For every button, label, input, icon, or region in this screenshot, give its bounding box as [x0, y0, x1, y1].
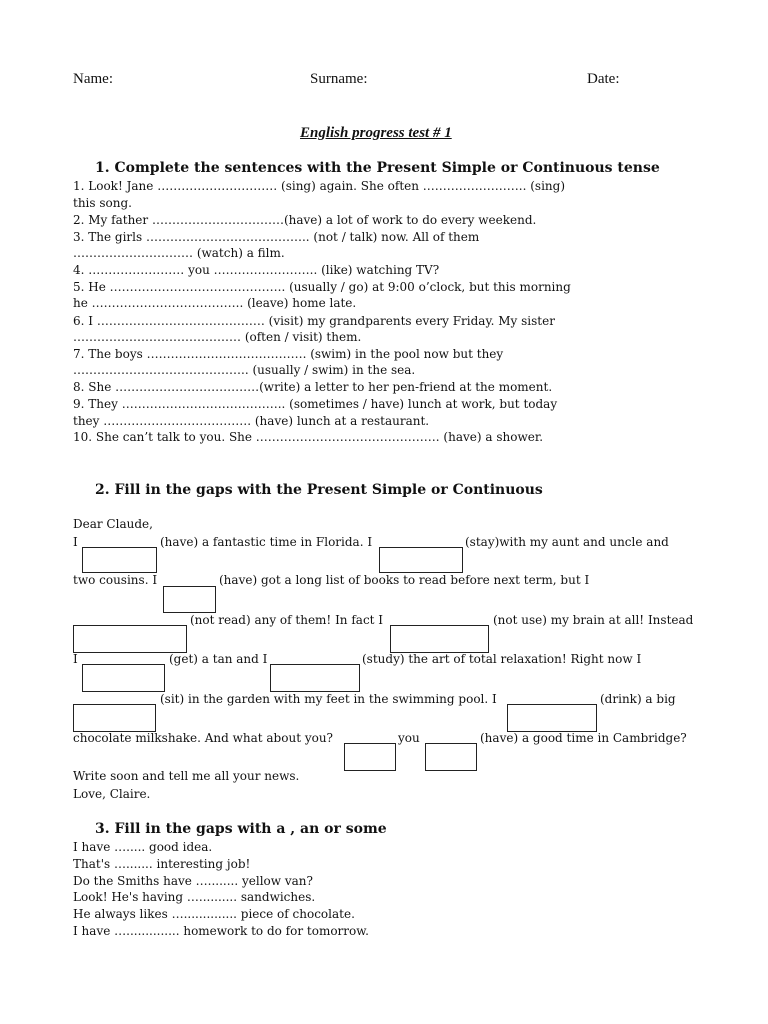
answer-box[interactable]: [390, 625, 489, 653]
letter-text: you: [398, 731, 420, 745]
s1-line: 1. Look! Jane ………………………… (sing) again. She often …………………….. (sing): [73, 179, 565, 193]
s1-line: 7. The boys …………………………………. (swim) in the pool now but they: [73, 347, 504, 361]
letter-greeting: Dear Claude,: [73, 517, 153, 531]
s1-line: this song.: [73, 196, 132, 210]
page-title: English progress test # 1: [300, 125, 452, 141]
s3-line: Look! He's having ….......... sandwiches.: [73, 890, 316, 904]
letter-text: (drink) a big: [600, 692, 676, 706]
answer-box[interactable]: [82, 664, 165, 692]
letter-text: (not use) my brain at all! Instead: [493, 613, 694, 627]
s1-line: 8. She ………………………………(write) a letter to her pen-friend at the moment.: [73, 380, 553, 394]
letter-text: I: [73, 535, 78, 549]
answer-box[interactable]: [82, 547, 157, 573]
s1-line: 5. He …………………………………….. (usually / go) at 9:00 o’clock, but this morning: [73, 280, 571, 294]
s1-line: ………………………… (watch) a film.: [73, 246, 285, 260]
section1-heading: 1. Complete the sentences with the Present Simple or Continuous tense: [95, 160, 660, 176]
letter-closing: Write soon and tell me all your news.: [73, 769, 300, 783]
s1-line: 10. She can’t talk to you. She ………………………………………. (have) a shower.: [73, 430, 544, 444]
s1-line: 6. I …………………………………… (visit) my grandparents every Friday. My sister: [73, 314, 555, 328]
s1-line: 2. My father ……………………………(have) a lot of work to do every weekend.: [73, 213, 537, 227]
s3-line: I have …..... good idea.: [73, 840, 213, 854]
letter-text: I: [73, 652, 78, 666]
s1-line: …………………………………… (often / visit) them.: [73, 330, 362, 344]
s1-line: …………………………………….. (usually / swim) in the sea.: [73, 363, 416, 377]
letter-text: (study) the art of total relaxation! Right now I: [362, 652, 642, 666]
answer-box[interactable]: [73, 625, 187, 653]
s3-line: He always likes ….............. piece of chocolate.: [73, 907, 355, 921]
answer-box[interactable]: [270, 664, 360, 692]
date-label: Date:: [587, 71, 620, 87]
s1-line: they ………………………………. (have) lunch at a restaurant.: [73, 414, 430, 428]
letter-text: (sit) in the garden with my feet in the swimming pool. I: [160, 692, 497, 706]
s1-line: 4. …………………… you …………………….. (like) watching TV?: [73, 263, 440, 277]
answer-box[interactable]: [73, 704, 156, 732]
name-label: Name:: [73, 71, 113, 87]
letter-text: (have) a fantastic time in Florida. I: [160, 535, 373, 549]
s1-line: 3. The girls ………………………………….. (not / talk) now. All of them: [73, 230, 480, 244]
letter-text: (not read) any of them! In fact I: [190, 613, 384, 627]
letter-text: (have) got a long list of books to read before next term, but I: [219, 573, 590, 587]
letter-text: (have) a good time in Cambridge?: [480, 731, 687, 745]
section2-heading: 2. Fill in the gaps with the Present Simple or Continuous: [95, 482, 543, 498]
s3-line: Do the Smiths have …........ yellow van?: [73, 874, 313, 888]
letter-text: (get) a tan and I: [169, 652, 268, 666]
answer-box[interactable]: [163, 586, 216, 613]
section3-heading: 3. Fill in the gaps with a , an or some: [95, 821, 387, 837]
answer-box[interactable]: [507, 704, 597, 732]
s1-line: he ……………………………….. (leave) home late.: [73, 296, 357, 310]
letter-text: chocolate milkshake. And what about you?: [73, 731, 333, 745]
s3-line: That's …....... interesting job!: [73, 857, 251, 871]
answer-box[interactable]: [344, 743, 396, 771]
letter-text: (stay)with my aunt and uncle and: [465, 535, 669, 549]
letter-text: two cousins. I: [73, 573, 158, 587]
surname-label: Surname:: [310, 71, 368, 87]
answer-box[interactable]: [425, 743, 477, 771]
s1-line: 9. They ………………………………….. (sometimes / have) lunch at work, but today: [73, 397, 558, 411]
answer-box[interactable]: [379, 547, 463, 573]
letter-signature: Love, Claire.: [73, 787, 151, 801]
s3-line: I have ….............. homework to do for tomorrow.: [73, 924, 369, 938]
